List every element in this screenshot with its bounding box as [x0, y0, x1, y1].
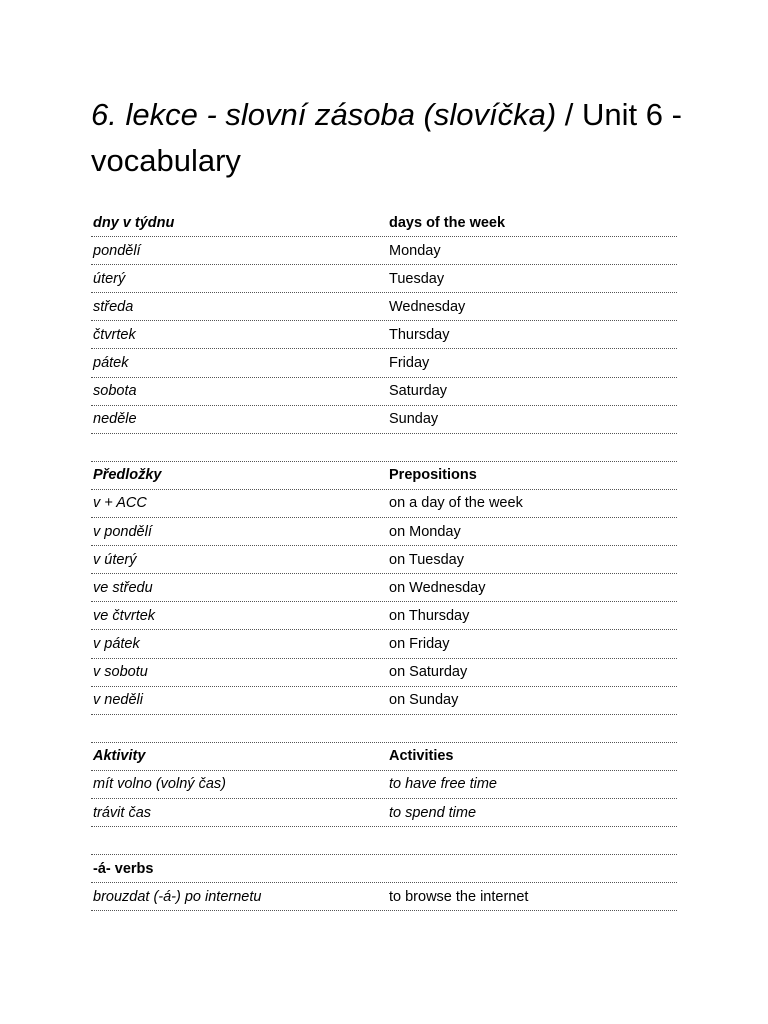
- word-cz: v neděli: [93, 692, 143, 709]
- section-header-a-verbs: [91, 855, 677, 883]
- table-row: [91, 602, 677, 630]
- table-row: [91, 490, 677, 518]
- word-cz: trávit čas: [93, 804, 152, 821]
- table-row: [91, 378, 677, 406]
- table-row: [91, 630, 677, 658]
- word-cz: ve středu: [93, 579, 153, 596]
- table-row: [91, 546, 677, 574]
- word-cz: středa: [93, 298, 134, 315]
- section-header-days: [91, 209, 677, 237]
- word-cz: v sobotu: [93, 664, 148, 681]
- word-cz: brouzdat (-á-) po internetu: [93, 888, 262, 905]
- section-header-prepositions: [91, 462, 677, 490]
- header-cz: dny v týdnu: [93, 214, 175, 231]
- word-cz: úterý: [93, 270, 126, 287]
- header-en: days of the week: [389, 214, 506, 231]
- word-cz: ve čtvrtek: [93, 607, 156, 624]
- word-en: on Monday: [389, 523, 461, 540]
- title-czech: 6. lekce - slovní zásoba (slovíčka): [91, 97, 557, 132]
- header-cz: Předložky: [93, 467, 162, 484]
- word-en: on Thursday: [389, 607, 470, 624]
- table-row: [91, 406, 677, 434]
- title-english: / Unit 6 - vocabulary: [91, 97, 682, 178]
- word-en: Monday: [389, 242, 441, 259]
- word-en: to spend time: [389, 804, 477, 821]
- table-row: [91, 799, 677, 827]
- word-en: on a day of the week: [389, 495, 523, 512]
- word-en: Friday: [389, 355, 430, 372]
- table-row: [91, 687, 677, 715]
- header-cz: Aktivity: [93, 748, 146, 765]
- word-cz: sobota: [93, 383, 137, 400]
- word-en: Wednesday: [389, 298, 466, 315]
- word-en: on Wednesday: [389, 579, 486, 596]
- word-en: to have free time: [389, 776, 497, 793]
- word-en: Saturday: [389, 383, 448, 400]
- word-en: to browse the internet: [389, 888, 529, 905]
- word-en: on Sunday: [389, 692, 459, 709]
- word-cz: pondělí: [93, 242, 141, 259]
- table-row: [91, 237, 677, 265]
- word-cz: v úterý: [93, 551, 137, 568]
- word-en: on Tuesday: [389, 551, 464, 568]
- table-row: [91, 771, 677, 799]
- word-en: on Saturday: [389, 664, 468, 681]
- word-cz: mít volno (volný čas): [93, 776, 226, 793]
- table-row: [91, 349, 677, 377]
- word-cz: čtvrtek: [93, 326, 136, 343]
- spacer-row: [91, 715, 677, 743]
- word-cz: v + ACC: [93, 495, 147, 512]
- table-row: [91, 293, 677, 321]
- word-cz: pátek: [93, 355, 129, 372]
- word-en: on Friday: [389, 635, 450, 652]
- word-en: Tuesday: [389, 270, 445, 287]
- word-cz: v pondělí: [93, 523, 152, 540]
- header-en: Prepositions: [389, 467, 477, 484]
- section-header-activities: [91, 743, 677, 771]
- header-cz: -á- verbs: [93, 860, 154, 877]
- table-row: [91, 265, 677, 293]
- word-en: Thursday: [389, 326, 450, 343]
- table-row: [91, 321, 677, 349]
- table-row: [91, 574, 677, 602]
- header-en: Activities: [389, 748, 454, 765]
- word-en: Sunday: [389, 411, 439, 428]
- word-cz: neděle: [93, 411, 137, 428]
- table-row: [91, 659, 677, 687]
- table-row: [91, 883, 677, 911]
- spacer-row: [91, 434, 677, 462]
- table-row: [91, 518, 677, 546]
- word-cz: v pátek: [93, 635, 140, 652]
- page-title: [91, 92, 691, 184]
- spacer-row: [91, 827, 677, 855]
- vocabulary-table: [91, 209, 677, 911]
